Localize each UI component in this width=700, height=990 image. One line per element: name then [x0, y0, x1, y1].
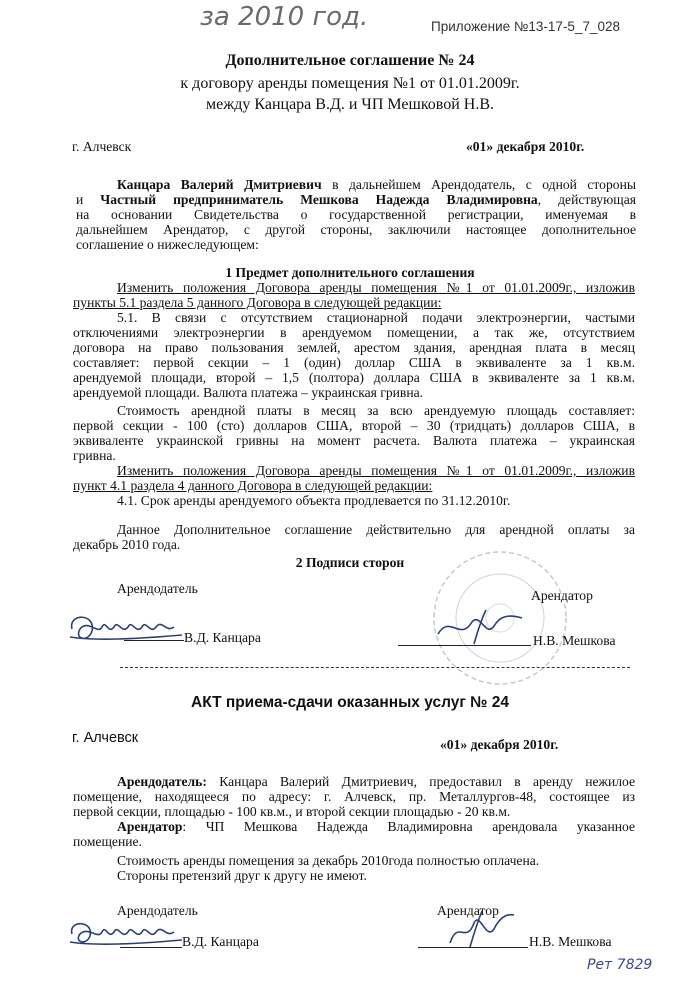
intro-text: в дальнейшем Арендодатель, с одной стороны — [332, 177, 636, 192]
act-landlord-signature-icon — [66, 912, 186, 952]
section-1-line: Изменить положения Договора аренды помещения №1 от 01.01.2009г., изложив — [117, 280, 635, 295]
act-tenant-signature-icon — [440, 905, 520, 950]
act-line — [117, 774, 635, 789]
act-line: помещение, находящееся по адресу: г. Алчевск, пр. Металлургов-48, состоящее из — [73, 789, 635, 804]
tenant-signature-line — [398, 645, 531, 646]
act-landlord-label: Арендодатель: — [117, 774, 207, 789]
attachment-number: Приложение №13-17-5_7_028 — [431, 19, 620, 34]
act-line — [117, 819, 635, 834]
intro-line-4: дальнейшем Арендатор, с другой стороны, заключили настоящее дополнительное — [76, 222, 636, 237]
intro-line-5: соглашение о нижеследующем: — [76, 237, 259, 252]
landlord-signature-line — [124, 640, 184, 641]
act-tenant-label-sign: Арендатор — [437, 903, 499, 918]
handwritten-note-bottom: Рет 7829 — [587, 957, 653, 973]
tenant-signature-icon — [430, 604, 530, 649]
section-1-line: гривна. — [73, 448, 116, 463]
act-city: г. Алчевск — [72, 730, 139, 746]
section-1-line: Стоимость арендной платы в месяц за всю арендуемую площадь составляет: — [117, 403, 635, 418]
landlord-name: Канцара Валерий Дмитриевич — [117, 177, 322, 192]
act-line: Стороны претензий друг к другу не имеют. — [117, 868, 367, 883]
act-landlord-signature-line — [120, 947, 182, 948]
intro-line-2 — [76, 192, 636, 207]
landlord-label: Арендодатель — [117, 581, 198, 596]
act-title: АКТ приема-сдачи оказанных услуг № 24 — [191, 694, 509, 711]
act-landlord-signer-name: В.Д. Канцара — [182, 934, 259, 949]
act-tenant-signer-name: Н.В. Мешкова — [529, 934, 612, 949]
act-date: «01» декабря 2010г. — [440, 737, 559, 752]
act-landlord-label-sign: Арендодатель — [117, 903, 198, 918]
section-1-line: первой секции - 100 (сто) долларов США, второй – 30 (тридцать) долларов США, в — [73, 418, 635, 433]
section-1-line: 5.1. В связи с отсутствием стационарной подачи электроэнергии, частыми — [117, 310, 635, 325]
agreement-subtitle-1: к договору аренды помещения №1 от 01.01.2009г. — [180, 75, 520, 92]
agreement-date: «01» декабря 2010г. — [466, 139, 585, 154]
act-line: первой секции, площадью - 100 кв.м., и второй секции площадью - 20 кв.м. — [73, 804, 511, 819]
section-1-line: пункт 4.1 раздела 4 данного Договора в следующей редакции: — [73, 478, 433, 493]
landlord-signer-name: В.Д. Канцара — [184, 630, 261, 645]
section-2-title: 2 Подписи сторон — [295, 555, 405, 570]
act-tenant-label: Арендатор — [117, 819, 183, 834]
section-1-line: составляет: первой секции – 1 (один) доллар США в эквиваленте за 1 кв.м. — [73, 355, 635, 370]
section-1-line: арендуемой площади. Валюта платежа – украинская гривна. — [73, 385, 424, 400]
tenant-label: Арендатор — [531, 588, 593, 603]
agreement-subtitle-2: между Канцара В.Д. и ЧП Мешковой Н.В. — [205, 96, 495, 113]
act-line: помещение. — [73, 834, 142, 849]
act-line: Стоимость аренды помещения за декабрь 2010года полностью оплачена. — [117, 853, 540, 868]
section-1-line: Данное Дополнительное соглашение действительно для арендной оплаты за — [117, 522, 635, 537]
tenant-name: Частный предприниматель Мешкова Надежда Владимировна — [100, 192, 538, 207]
section-1-line: пункты 5.1 раздела 5 данного Договора в следующей редакции: — [73, 295, 442, 310]
intro-text: , действующая — [537, 192, 636, 207]
section-1-line: арендуемой площади, второй – 1,5 (полтора) доллара США в эквиваленте за 1 кв.м. — [73, 370, 635, 385]
act-tenant-signature-line — [418, 947, 528, 948]
section-1-line: договора на право пользования землей, арестом здания, арендная плата в месяц — [73, 340, 635, 355]
agreement-title: Дополнительное соглашение № 24 — [225, 52, 475, 69]
section-1-line: эквиваленте украинской гривны на момент расчета. Валюта платежа – украинская — [73, 433, 635, 448]
city: г. Алчевск — [72, 139, 132, 154]
section-1-line: отключениями электроэнергии в арендуемом помещении, а так же, отсутствием — [73, 325, 635, 340]
act-text: Канцара Валерий Дмитриевич, предоставил в аренду нежилое — [219, 774, 635, 789]
divider — [120, 667, 630, 668]
section-1-line: Изменить положения Договора аренды помещения №1 от 01.01.2009г., изложив — [117, 463, 635, 478]
act-text: : ЧП Мешкова Надежда Владимировна арендовала указанное — [182, 819, 635, 834]
intro-line-3: на основании Свидетельства о государственной регистрации, именуемая в — [76, 207, 636, 222]
tenant-signer-name: Н.В. Мешкова — [533, 633, 616, 648]
section-1-line: декабрь 2010 года. — [73, 537, 181, 552]
intro-text: и — [76, 192, 84, 207]
handwritten-note-top: за 2010 год. — [200, 2, 369, 32]
section-1-title: 1 Предмет дополнительного соглашения — [225, 265, 475, 280]
intro-line-1 — [117, 177, 636, 192]
section-1-line: 4.1. Срок аренды арендуемого объекта продлевается по 31.12.2010г. — [117, 493, 511, 508]
landlord-signature-icon — [66, 605, 186, 650]
